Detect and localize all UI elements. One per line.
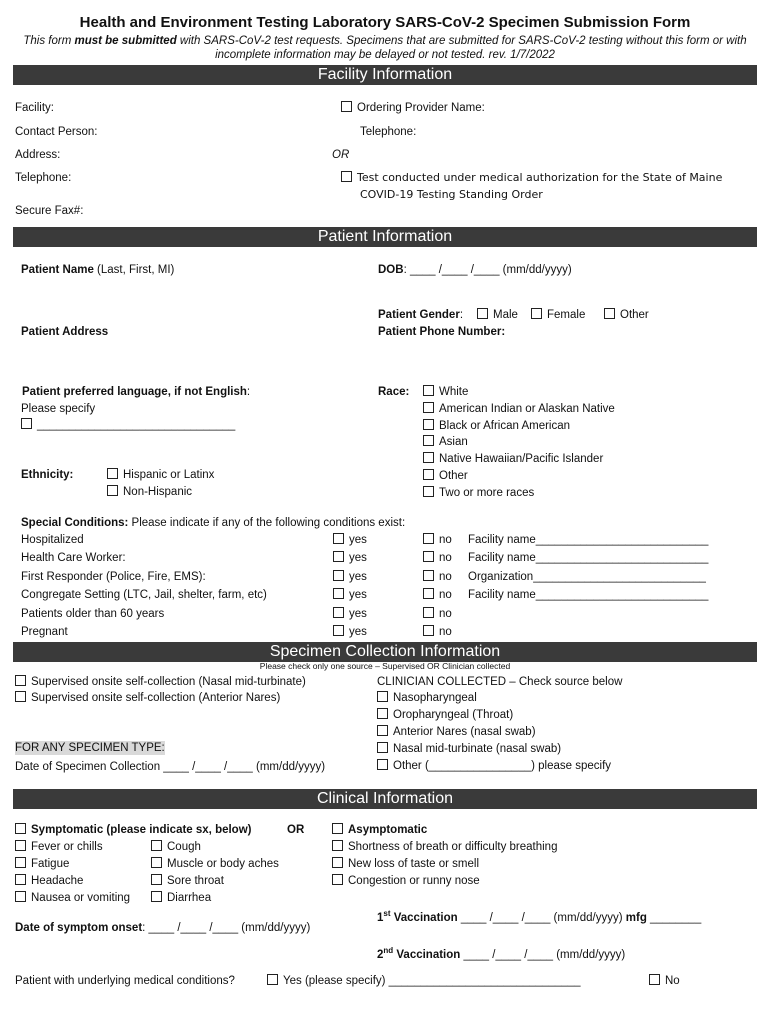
or-label: OR xyxy=(287,824,305,836)
contact-person-field[interactable]: Contact Person: xyxy=(15,126,98,138)
checkbox-icon[interactable] xyxy=(15,840,26,851)
condition-label: Patients older than 60 years xyxy=(21,607,165,620)
checkbox-icon[interactable] xyxy=(333,533,344,544)
checkbox-icon[interactable] xyxy=(531,308,542,319)
condition-label: Health Care Worker: xyxy=(21,552,126,565)
supervised-anterior-option[interactable]: Supervised onsite self-collection (Anterior Nares) xyxy=(15,691,280,705)
checkbox-icon[interactable] xyxy=(151,874,162,885)
condition-detail-field[interactable]: Organization___________________________ xyxy=(468,570,706,583)
secure-fax-field[interactable]: Secure Fax#: xyxy=(15,205,84,217)
race-option[interactable]: American Indian or Alaskan Native xyxy=(423,402,615,416)
checkbox-icon[interactable] xyxy=(15,857,26,868)
symptom-option[interactable]: Sore throat xyxy=(151,874,224,888)
facility-section-header: Facility Information xyxy=(13,65,757,85)
condition-label: Pregnant xyxy=(21,626,68,638)
race-option[interactable]: Asian xyxy=(423,435,468,449)
symptom-option[interactable]: Nausea or vomiting xyxy=(15,891,130,905)
form-title: Health and Environment Testing Laboratory SARS-CoV-2 Specimen Submission Form xyxy=(79,14,691,31)
ordering-provider-option[interactable]: Ordering Provider Name: xyxy=(341,101,485,115)
checkbox-icon[interactable] xyxy=(333,551,344,562)
gender-other-option[interactable]: Other xyxy=(604,308,649,322)
race-option[interactable]: Other xyxy=(423,469,468,483)
checkbox-icon[interactable] xyxy=(332,874,343,885)
condition-detail-field[interactable]: Facility name___________________________ xyxy=(468,534,709,546)
underlying-no-option[interactable]: No xyxy=(649,974,680,988)
symptom-option[interactable]: Fatigue xyxy=(15,857,69,871)
condition-label: Congregate Setting (LTC, Jail, shelter, farm, etc) xyxy=(21,589,267,602)
checkbox-icon[interactable] xyxy=(423,486,434,497)
please-specify-label: Please specify xyxy=(21,403,96,415)
checkbox-icon[interactable] xyxy=(15,891,26,902)
checkbox-icon[interactable] xyxy=(423,551,434,562)
condition-no-option[interactable]: no xyxy=(423,607,452,621)
symptom-option[interactable]: Muscle or body aches xyxy=(151,857,279,871)
condition-yes-option[interactable]: yes xyxy=(333,533,367,547)
checkbox-icon[interactable] xyxy=(423,625,434,636)
clinical-section-header: Clinical Information xyxy=(13,789,757,809)
symptom-option[interactable]: Shortness of breath or difficulty breathing xyxy=(332,840,557,854)
checkbox-icon[interactable] xyxy=(21,418,32,429)
checkbox-icon[interactable] xyxy=(423,570,434,581)
checkbox-icon[interactable] xyxy=(341,171,352,182)
checkbox-icon[interactable] xyxy=(15,691,26,702)
patient-address-field[interactable]: Patient Address xyxy=(21,326,109,338)
clinician-source-option[interactable]: Anterior Nares (nasal swab) xyxy=(377,725,536,739)
checkbox-icon[interactable] xyxy=(341,101,352,112)
checkbox-icon[interactable] xyxy=(423,419,434,430)
checkbox-icon[interactable] xyxy=(151,840,162,851)
condition-detail-field[interactable]: Facility name___________________________ xyxy=(468,552,709,565)
symptom-option[interactable]: New loss of taste or smell xyxy=(332,857,479,871)
race-option[interactable]: White xyxy=(423,385,468,399)
patient-phone-field[interactable]: Patient Phone Number: xyxy=(378,326,506,338)
race-option[interactable]: Two or more races xyxy=(423,486,534,500)
checkbox-icon[interactable] xyxy=(423,385,434,396)
maine-standing-order-option[interactable]: Test conducted under medical authorization for the State of Maine xyxy=(341,171,722,185)
symptom-onset-date-field[interactable]: Date of symptom onset: ____ /____ /____ (mm/dd/yyyy) xyxy=(15,922,311,934)
form-subtitle: This form must be submitted with SARS-CoV-2 test requests. Specimens that are submitted for SARS-CoV-2 testing without this form or with incomplete information may be delayed or not tested. rev. 1/7/2022 xyxy=(23,35,747,61)
checkbox-icon[interactable] xyxy=(477,308,488,319)
checkbox-icon[interactable] xyxy=(423,607,434,618)
specimen-note: Please check only one source – Supervised OR Clinician collected xyxy=(259,661,511,671)
checkbox-icon[interactable] xyxy=(332,823,343,834)
symptom-option[interactable]: Diarrhea xyxy=(151,891,211,905)
checkbox-icon[interactable] xyxy=(333,625,344,636)
or-label: OR xyxy=(332,149,350,161)
patient-gender-field: Patient Gender: xyxy=(378,309,464,321)
second-vaccination-field[interactable]: 2nd Vaccination ____ /____ /____ (mm/dd/yyyy) xyxy=(377,946,626,961)
dob-field[interactable]: DOB: ____ /____ /____ (mm/dd/yyyy) xyxy=(378,264,572,276)
race-label: Race: xyxy=(378,386,410,398)
checkbox-icon[interactable] xyxy=(267,974,278,985)
checkbox-icon[interactable] xyxy=(423,435,434,446)
checkbox-icon[interactable] xyxy=(332,840,343,851)
checkbox-icon[interactable] xyxy=(333,588,344,599)
condition-no-option[interactable]: no xyxy=(423,551,452,565)
clinician-source-option[interactable]: Oropharyngeal (Throat) xyxy=(377,708,513,722)
patient-name-field[interactable]: Patient Name (Last, First, MI) xyxy=(21,264,175,276)
preferred-language-field[interactable]: _______________________________ xyxy=(21,418,235,432)
provider-telephone-field[interactable]: Telephone: xyxy=(360,126,417,138)
gender-female-option[interactable]: Female xyxy=(531,308,585,322)
gender-male-option[interactable]: Male xyxy=(477,308,518,322)
symptomatic-option[interactable]: Symptomatic (please indicate sx, below) xyxy=(15,823,251,837)
condition-yes-option[interactable]: yes xyxy=(333,588,367,602)
supervised-nasal-option[interactable]: Supervised onsite self-collection (Nasal mid-turbinate) xyxy=(15,675,306,689)
specimen-collection-date-field[interactable]: Date of Specimen Collection ____ /____ /____ (mm/dd/yyyy) xyxy=(15,761,326,773)
symptom-option[interactable]: Fever or chills xyxy=(15,840,103,854)
asymptomatic-option[interactable]: Asymptomatic xyxy=(332,823,427,837)
condition-yes-option[interactable]: yes xyxy=(333,570,367,584)
checkbox-icon[interactable] xyxy=(377,759,388,770)
clinician-collected-heading: CLINICIAN COLLECTED – Check source below xyxy=(377,676,623,688)
race-option[interactable]: Native Hawaiian/Pacific Islander xyxy=(423,452,603,466)
facility-field[interactable]: Facility: xyxy=(15,102,54,114)
checkbox-icon[interactable] xyxy=(15,675,26,686)
checkbox-icon[interactable] xyxy=(107,485,118,496)
checkbox-icon[interactable] xyxy=(604,308,615,319)
checkbox-icon[interactable] xyxy=(151,891,162,902)
checkbox-icon[interactable] xyxy=(107,468,118,479)
first-vaccination-field[interactable]: 1st Vaccination ____ /____ /____ (mm/dd/yyyy) mfg ________ xyxy=(377,909,702,924)
checkbox-icon[interactable] xyxy=(377,742,388,753)
symptom-option[interactable]: Headache xyxy=(15,874,83,888)
clinician-source-option[interactable]: Other (________________) please specify xyxy=(377,759,611,773)
condition-yes-option[interactable]: yes xyxy=(333,607,367,621)
condition-detail-field[interactable]: Facility name___________________________ xyxy=(468,589,709,602)
clinician-source-option[interactable]: Nasal mid-turbinate (nasal swab) xyxy=(377,742,561,756)
underlying-yes-option[interactable]: Yes (please specify) ______________________________ xyxy=(267,974,581,988)
checkbox-icon[interactable] xyxy=(333,570,344,581)
condition-no-option[interactable]: no xyxy=(423,533,452,547)
checkbox-icon[interactable] xyxy=(377,691,388,702)
address-field[interactable]: Address: xyxy=(15,149,61,161)
checkbox-icon[interactable] xyxy=(423,402,434,413)
condition-no-option[interactable]: no xyxy=(423,625,452,639)
symptom-option[interactable]: Congestion or runny nose xyxy=(332,874,480,888)
special-conditions-heading: Special Conditions: Please indicate if any of the following conditions exist: xyxy=(21,517,406,529)
telephone-field[interactable]: Telephone: xyxy=(15,172,72,184)
patient-section-header: Patient Information xyxy=(13,227,757,247)
checkbox-icon[interactable] xyxy=(332,857,343,868)
underlying-conditions-label: Patient with underlying medical conditions? xyxy=(15,975,235,987)
checkbox-icon[interactable] xyxy=(423,533,434,544)
ethnicity-option[interactable]: Non-Hispanic xyxy=(107,485,192,499)
checkbox-icon[interactable] xyxy=(15,874,26,885)
checkbox-icon[interactable] xyxy=(151,857,162,868)
checkbox-icon[interactable] xyxy=(15,823,26,834)
specimen-section-header: Specimen Collection Information xyxy=(13,642,757,662)
maine-standing-order-line2: COVID-19 Testing Standing Order xyxy=(360,188,543,201)
symptom-option[interactable]: Cough xyxy=(151,840,201,854)
condition-yes-option[interactable]: yes xyxy=(333,625,367,639)
condition-no-option[interactable]: no xyxy=(423,570,452,584)
checkbox-icon[interactable] xyxy=(423,588,434,599)
preferred-language-label: Patient preferred language, if not English: xyxy=(22,386,251,398)
condition-no-option[interactable]: no xyxy=(423,588,452,602)
condition-label: Hospitalized xyxy=(21,534,84,546)
checkbox-icon[interactable] xyxy=(333,607,344,618)
checkbox-icon[interactable] xyxy=(377,708,388,719)
condition-label: First Responder (Police, Fire, EMS): xyxy=(21,570,206,583)
checkbox-icon[interactable] xyxy=(649,974,660,985)
checkbox-icon[interactable] xyxy=(423,469,434,480)
any-specimen-type-label: FOR ANY SPECIMEN TYPE: xyxy=(15,742,165,754)
checkbox-icon[interactable] xyxy=(423,452,434,463)
condition-yes-option[interactable]: yes xyxy=(333,551,367,565)
race-option[interactable]: Black or African American xyxy=(423,419,570,433)
checkbox-icon[interactable] xyxy=(377,725,388,736)
ethnicity-label: Ethnicity: xyxy=(21,469,74,481)
ethnicity-option[interactable]: Hispanic or Latinx xyxy=(107,468,214,482)
clinician-source-option[interactable]: Nasopharyngeal xyxy=(377,691,477,705)
